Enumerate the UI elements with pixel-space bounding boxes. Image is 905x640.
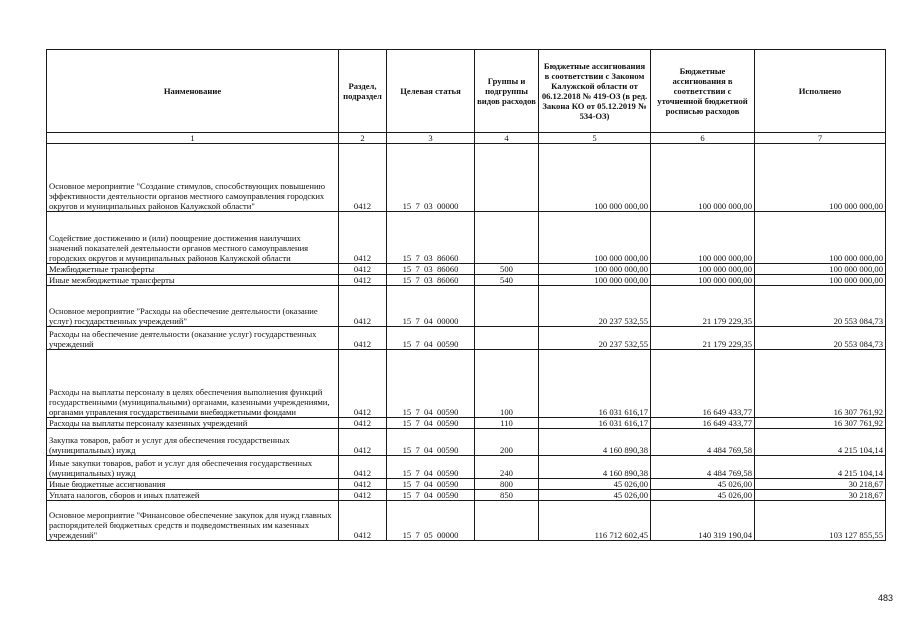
row-law-amount: 45 026,00 <box>539 490 651 501</box>
row-section: 0412 <box>339 327 387 350</box>
row-section: 0412 <box>339 456 387 479</box>
row-refined-amount: 4 484 769,58 <box>651 456 755 479</box>
row-group: 800 <box>475 479 539 490</box>
row-executed-amount: 103 127 855,55 <box>755 501 886 541</box>
row-target: 15 7 04 00590 <box>387 327 475 350</box>
row-group: 240 <box>475 456 539 479</box>
row-law-amount: 20 237 532,55 <box>539 286 651 327</box>
row-target: 15 7 04 00590 <box>387 490 475 501</box>
table-row <box>47 479 886 490</box>
row-refined-amount: 140 319 190,04 <box>651 501 755 541</box>
table-row <box>47 264 886 275</box>
table-row <box>47 286 886 327</box>
row-name: Закупка товаров, работ и услуг для обеспечения государственных (муниципальных) нужд <box>47 429 339 456</box>
row-section: 0412 <box>339 479 387 490</box>
row-group: 200 <box>475 429 539 456</box>
row-refined-amount: 100 000 000,00 <box>651 144 755 212</box>
column-number-row <box>47 133 886 144</box>
row-target: 15 7 04 00590 <box>387 418 475 429</box>
row-group <box>475 501 539 541</box>
row-executed-amount: 30 218,67 <box>755 479 886 490</box>
row-name: Иные межбюджетные трансферты <box>47 275 339 286</box>
row-executed-amount: 16 307 761,92 <box>755 350 886 418</box>
row-refined-amount: 45 026,00 <box>651 490 755 501</box>
row-section: 0412 <box>339 275 387 286</box>
col-number: 3 <box>387 133 475 144</box>
table-row <box>47 327 886 350</box>
row-refined-amount: 100 000 000,00 <box>651 275 755 286</box>
page-number: 483 <box>878 593 894 603</box>
table-row <box>47 212 886 264</box>
table-row <box>47 275 886 286</box>
row-section: 0412 <box>339 144 387 212</box>
table-row <box>47 501 886 541</box>
header-executed: Исполнено <box>755 50 886 133</box>
header-groups: Группы и подгруппы видов расходов <box>475 50 539 133</box>
header-target: Целевая статья <box>387 50 475 133</box>
row-law-amount: 4 160 890,38 <box>539 429 651 456</box>
row-executed-amount: 16 307 761,92 <box>755 418 886 429</box>
row-executed-amount: 100 000 000,00 <box>755 212 886 264</box>
row-refined-amount: 4 484 769,58 <box>651 429 755 456</box>
row-law-amount: 20 237 532,55 <box>539 327 651 350</box>
row-group: 850 <box>475 490 539 501</box>
row-refined-amount: 100 000 000,00 <box>651 212 755 264</box>
header-section: Раздел, подраздел <box>339 50 387 133</box>
row-executed-amount: 20 553 084,73 <box>755 286 886 327</box>
header-row <box>47 50 886 133</box>
row-law-amount: 100 000 000,00 <box>539 275 651 286</box>
row-name: Расходы на выплаты персоналу казенных учреждений <box>47 418 339 429</box>
row-target: 15 7 03 86060 <box>387 275 475 286</box>
row-group: 110 <box>475 418 539 429</box>
row-executed-amount: 100 000 000,00 <box>755 264 886 275</box>
col-number: 5 <box>539 133 651 144</box>
row-group: 100 <box>475 350 539 418</box>
row-refined-amount: 16 649 433,77 <box>651 418 755 429</box>
col-number: 6 <box>651 133 755 144</box>
header-refined: Бюджетные ассигнования в соответствии с уточненной бюджетной росписью расходов <box>651 50 755 133</box>
header-law: Бюджетные ассигнования в соответствии с Законом Калужской области от 06.12.2018 № 419-ОЗ (в ред. Закона КО от 05.12.2019 № 534-ОЗ) <box>539 50 651 133</box>
row-refined-amount: 16 649 433,77 <box>651 350 755 418</box>
row-executed-amount: 30 218,67 <box>755 490 886 501</box>
col-number: 4 <box>475 133 539 144</box>
row-executed-amount: 100 000 000,00 <box>755 275 886 286</box>
col-number: 2 <box>339 133 387 144</box>
row-law-amount: 100 000 000,00 <box>539 264 651 275</box>
table-row <box>47 490 886 501</box>
header-name: Наименование <box>47 50 339 133</box>
row-group: 540 <box>475 275 539 286</box>
row-group <box>475 327 539 350</box>
row-law-amount: 116 712 602,45 <box>539 501 651 541</box>
row-group <box>475 212 539 264</box>
row-name: Иные закупки товаров, работ и услуг для обеспечения государственных (муниципальных) нужд <box>47 456 339 479</box>
row-target: 15 7 03 86060 <box>387 264 475 275</box>
row-group: 500 <box>475 264 539 275</box>
row-target: 15 7 04 00590 <box>387 479 475 490</box>
row-group <box>475 286 539 327</box>
row-section: 0412 <box>339 264 387 275</box>
row-section: 0412 <box>339 286 387 327</box>
row-refined-amount: 45 026,00 <box>651 479 755 490</box>
row-law-amount: 16 031 616,17 <box>539 350 651 418</box>
row-name: Содействие достижению и (или) поощрение достижения наилучших значений показателей деятельности органов местного самоуправления городских округов и муниципальных районов Калужской области <box>47 212 339 264</box>
table-row <box>47 144 886 212</box>
row-name: Иные бюджетные ассигнования <box>47 479 339 490</box>
col-number: 7 <box>755 133 886 144</box>
row-name: Уплата налогов, сборов и иных платежей <box>47 490 339 501</box>
row-law-amount: 16 031 616,17 <box>539 418 651 429</box>
row-section: 0412 <box>339 350 387 418</box>
row-target: 15 7 05 00000 <box>387 501 475 541</box>
row-target: 15 7 04 00590 <box>387 350 475 418</box>
table-row <box>47 456 886 479</box>
row-target: 15 7 04 00000 <box>387 286 475 327</box>
row-executed-amount: 4 215 104,14 <box>755 456 886 479</box>
row-section: 0412 <box>339 501 387 541</box>
row-section: 0412 <box>339 429 387 456</box>
row-name: Основное мероприятие "Создание стимулов, способствующих повышению эффективности деятельности органов местного самоуправления городских округов и муниципальных районов Калужской области" <box>47 144 339 212</box>
budget-table <box>46 49 886 541</box>
row-name: Основное мероприятие "Финансовое обеспечение закупок для нужд главных распорядителей бюджетных средств и подведомственных им казенных учреждений" <box>47 501 339 541</box>
table-row <box>47 418 886 429</box>
row-section: 0412 <box>339 418 387 429</box>
row-executed-amount: 100 000 000,00 <box>755 144 886 212</box>
row-law-amount: 45 026,00 <box>539 479 651 490</box>
row-refined-amount: 100 000 000,00 <box>651 264 755 275</box>
row-section: 0412 <box>339 212 387 264</box>
row-target: 15 7 03 86060 <box>387 212 475 264</box>
row-target: 15 7 04 00590 <box>387 429 475 456</box>
row-executed-amount: 4 215 104,14 <box>755 429 886 456</box>
row-law-amount: 100 000 000,00 <box>539 144 651 212</box>
row-target: 15 7 03 00000 <box>387 144 475 212</box>
row-law-amount: 100 000 000,00 <box>539 212 651 264</box>
row-group <box>475 144 539 212</box>
table-row <box>47 350 886 418</box>
row-law-amount: 4 160 890,38 <box>539 456 651 479</box>
row-refined-amount: 21 179 229,35 <box>651 286 755 327</box>
col-number: 1 <box>47 133 339 144</box>
row-name: Расходы на обеспечение деятельности (оказание услуг) государственных учреждений <box>47 327 339 350</box>
row-target: 15 7 04 00590 <box>387 456 475 479</box>
row-section: 0412 <box>339 490 387 501</box>
table-row <box>47 429 886 456</box>
row-refined-amount: 21 179 229,35 <box>651 327 755 350</box>
row-name: Расходы на выплаты персоналу в целях обеспечения выполнения функций государственными (муниципальными) органами, казенными учреждениями, органами управления государственными внебюджетными фондами <box>47 350 339 418</box>
row-executed-amount: 20 553 084,73 <box>755 327 886 350</box>
row-name: Основное мероприятие "Расходы на обеспечение деятельности (оказание услуг) государственных учреждений" <box>47 286 339 327</box>
row-name: Межбюджетные трансферты <box>47 264 339 275</box>
